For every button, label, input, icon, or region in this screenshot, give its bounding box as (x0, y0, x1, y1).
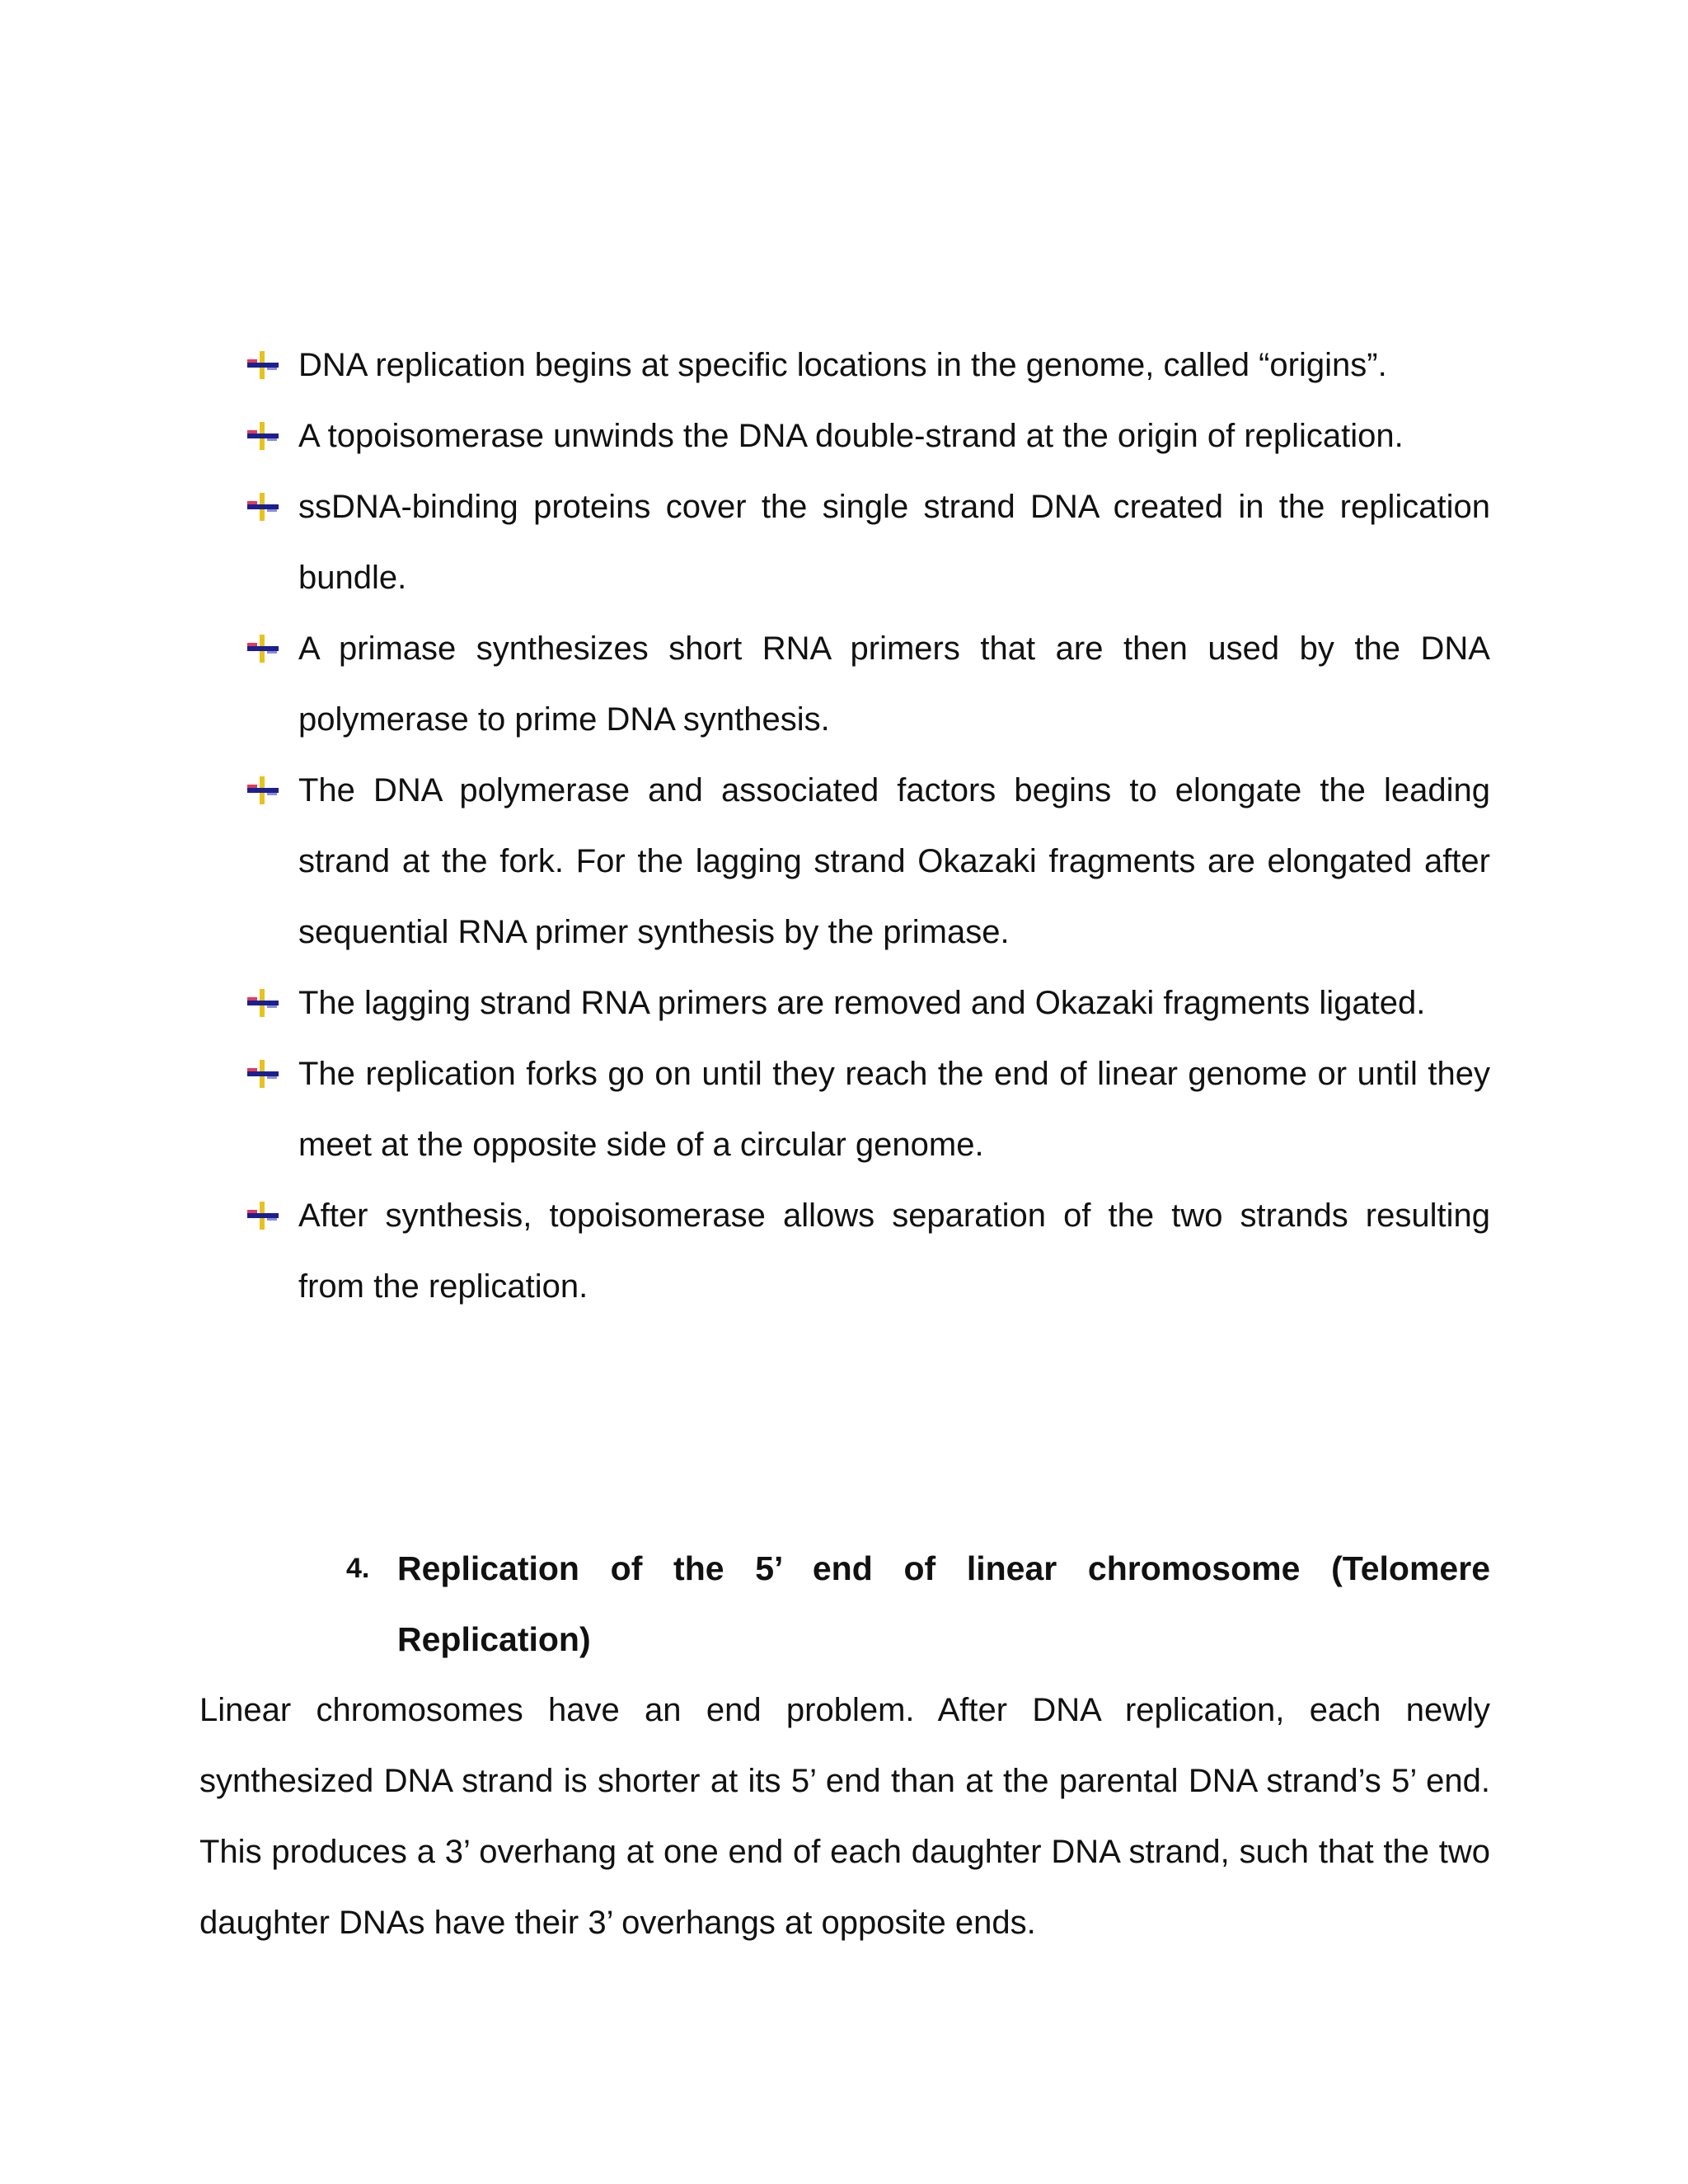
bullet-text: The lagging strand RNA primers are removed and Okazaki fragments ligated. (298, 985, 1426, 1021)
plus-bullet-icon (247, 776, 279, 804)
bullet-text: After synthesis, topoisomerase allows separation of the two strands resulting from the replication. (298, 1197, 1490, 1305)
section-heading (346, 1533, 1490, 1675)
bullet-item (247, 968, 1490, 1038)
bullet-item (247, 471, 1490, 613)
bullet-text: DNA replication begins at specific locations in the genome, called “origins”. (298, 347, 1387, 383)
bullet-item (247, 1180, 1490, 1322)
bullet-text: A primase synthesizes short RNA primers that are then used by the DNA polymerase to prime DNA synthesis. (298, 630, 1490, 738)
bullet-item (247, 755, 1490, 968)
bullet-item (247, 1038, 1490, 1180)
section-title: Replication of the 5’ end of linear chromosome (Telomere Replication) (397, 1549, 1490, 1658)
bullet-item (247, 613, 1490, 755)
section-number: 4. (346, 1553, 370, 1584)
bullet-text: The replication forks go on until they reach the end of linear genome or until they meet at the opposite side of a circular genome. (298, 1056, 1490, 1163)
bullet-item (247, 401, 1490, 471)
plus-bullet-icon (247, 422, 279, 450)
bullet-text: A topoisomerase unwinds the DNA double-strand at the origin of replication. (298, 418, 1404, 454)
plus-bullet-icon (247, 635, 279, 663)
bullet-item (247, 330, 1490, 401)
body-paragraph: Linear chromosomes have an end problem. After DNA replication, each newly synthesized DNA strand is shorter at its 5’ end than at the parental DNA strand’s 5’ end. This produces a 3’ overhang at one end of each daughter DNA strand, such that the two daughter DNAs have their 3’ overhangs at opposite ends. (199, 1692, 1490, 1941)
bullet-list (247, 330, 1490, 1322)
plus-bullet-icon (247, 989, 279, 1017)
plus-bullet-icon (247, 493, 279, 521)
plus-bullet-icon (247, 351, 279, 379)
plus-bullet-icon (247, 1202, 279, 1230)
plus-bullet-icon (247, 1060, 279, 1088)
bullet-text: ssDNA-binding proteins cover the single strand DNA created in the replication bundle. (298, 489, 1490, 596)
bullet-text: The DNA polymerase and associated factors begins to elongate the leading strand at the fork. For the lagging strand Okazaki fragments are elongated after sequential RNA primer synthesis by the primase. (298, 772, 1490, 950)
